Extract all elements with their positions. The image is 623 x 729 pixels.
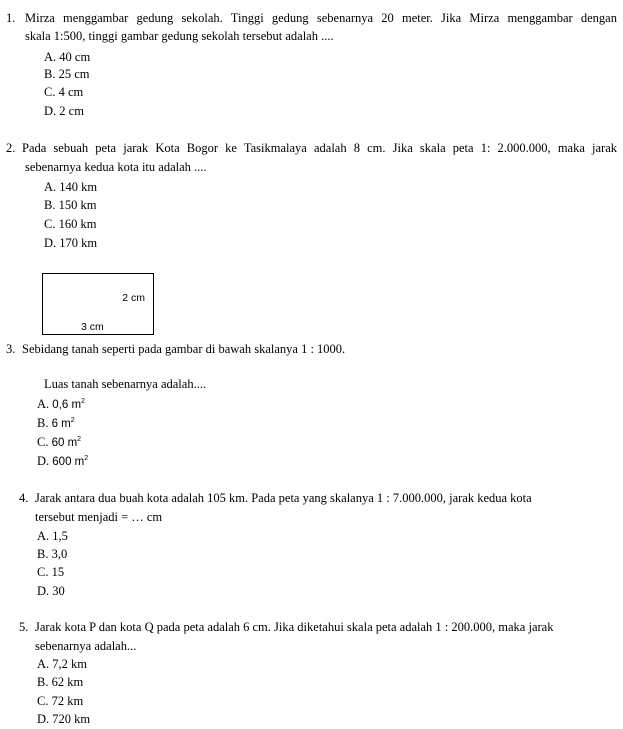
question-3-option-d[interactable] — [37, 454, 88, 470]
question-1-option-c[interactable]: C. 4 cm — [44, 85, 84, 99]
question-4-text-line1: Jarak antara dua buah kota adalah 105 km. Pada peta yang skalanya 1 : 7.000.000, jarak kedua kota — [35, 491, 532, 505]
question-3-option-b-letter: B. — [37, 416, 49, 430]
question-5-text-line2: sebenarnya adalah... — [35, 639, 137, 653]
question-2-option-a[interactable]: A. 140 km — [44, 180, 98, 194]
land-rectangle-figure — [42, 273, 154, 335]
question-1-text-line2: skala 1:500, tinggi gambar gedung sekolah tersebut adalah .... — [25, 29, 334, 43]
question-2-option-c[interactable]: C. 160 km — [44, 217, 97, 231]
question-4-number: 4. — [19, 491, 29, 505]
question-5-option-c[interactable]: C. 72 km — [37, 694, 84, 708]
question-5-number: 5. — [19, 620, 29, 634]
question-1-option-a[interactable]: A. 40 cm — [44, 50, 91, 64]
question-5-option-b[interactable]: B. 62 km — [37, 675, 84, 689]
question-3-option-c[interactable] — [37, 435, 81, 451]
question-4-option-d[interactable]: D. 30 — [37, 584, 65, 598]
question-3-option-b[interactable] — [37, 416, 75, 432]
question-1-number: 1. — [6, 11, 16, 25]
question-3-option-d-sup: 2 — [84, 455, 89, 462]
question-5-option-a[interactable]: A. 7,2 km — [37, 657, 87, 671]
figure-height-label: 2 cm — [122, 292, 145, 304]
question-2-text-line2: sebenarnya kedua kota itu adalah .... — [25, 160, 207, 174]
question-4-option-a[interactable]: A. 1,5 — [37, 529, 68, 543]
question-5-text-line1: Jarak kota P dan kota Q pada peta adalah 6 cm. Jika diketahui skala peta adalah 1 : 200.000, maka jarak — [35, 620, 554, 634]
question-3-option-c-value: 60 m — [51, 437, 78, 449]
question-3-number: 3. — [6, 342, 16, 356]
question-3-option-d-value: 600 m — [52, 456, 85, 468]
question-1-option-d[interactable]: D. 2 cm — [44, 104, 84, 118]
question-3-option-d-letter: D. — [37, 454, 50, 468]
question-3-option-b-value: 6 m — [51, 418, 71, 430]
question-3-option-b-sup: 2 — [70, 417, 75, 424]
question-3-text-line1: Sebidang tanah seperti pada gambar di bawah skalanya 1 : 1000. — [22, 342, 346, 356]
question-3-option-c-letter: C. — [37, 435, 49, 449]
question-3-option-c-sup: 2 — [77, 436, 82, 443]
question-2-option-b[interactable]: B. 150 km — [44, 198, 97, 212]
question-3-option-a-value: 0,6 m — [52, 399, 82, 411]
figure-width-label: 3 cm — [81, 321, 104, 333]
question-2-number: 2. — [6, 141, 16, 155]
question-4-option-b[interactable]: B. 3,0 — [37, 547, 68, 561]
question-3-option-a-letter: A. — [37, 397, 50, 411]
question-3-option-a-sup: 2 — [81, 398, 85, 405]
question-1-text-line1: Mirza menggambar gedung sekolah. Tinggi gedung sebenarnya 20 meter. Jika Mirza menggambar dengan — [25, 11, 617, 25]
question-2-option-d[interactable]: D. 170 km — [44, 236, 98, 250]
question-4-option-c[interactable]: C. 15 — [37, 565, 65, 579]
question-2-text-line1: Pada sebuah peta jarak Kota Bogor ke Tasikmalaya adalah 8 cm. Jika skala peta 1: 2.000.000, maka jarak — [22, 141, 617, 155]
question-3-prompt: Luas tanah sebenarnya adalah.... — [44, 377, 207, 391]
question-1-option-b[interactable]: B. 25 cm — [44, 67, 90, 81]
question-5-option-d[interactable]: D. 720 km — [37, 712, 91, 726]
question-4-text-line2: tersebut menjadi = … cm — [35, 510, 163, 524]
question-3-option-a[interactable] — [37, 397, 85, 413]
